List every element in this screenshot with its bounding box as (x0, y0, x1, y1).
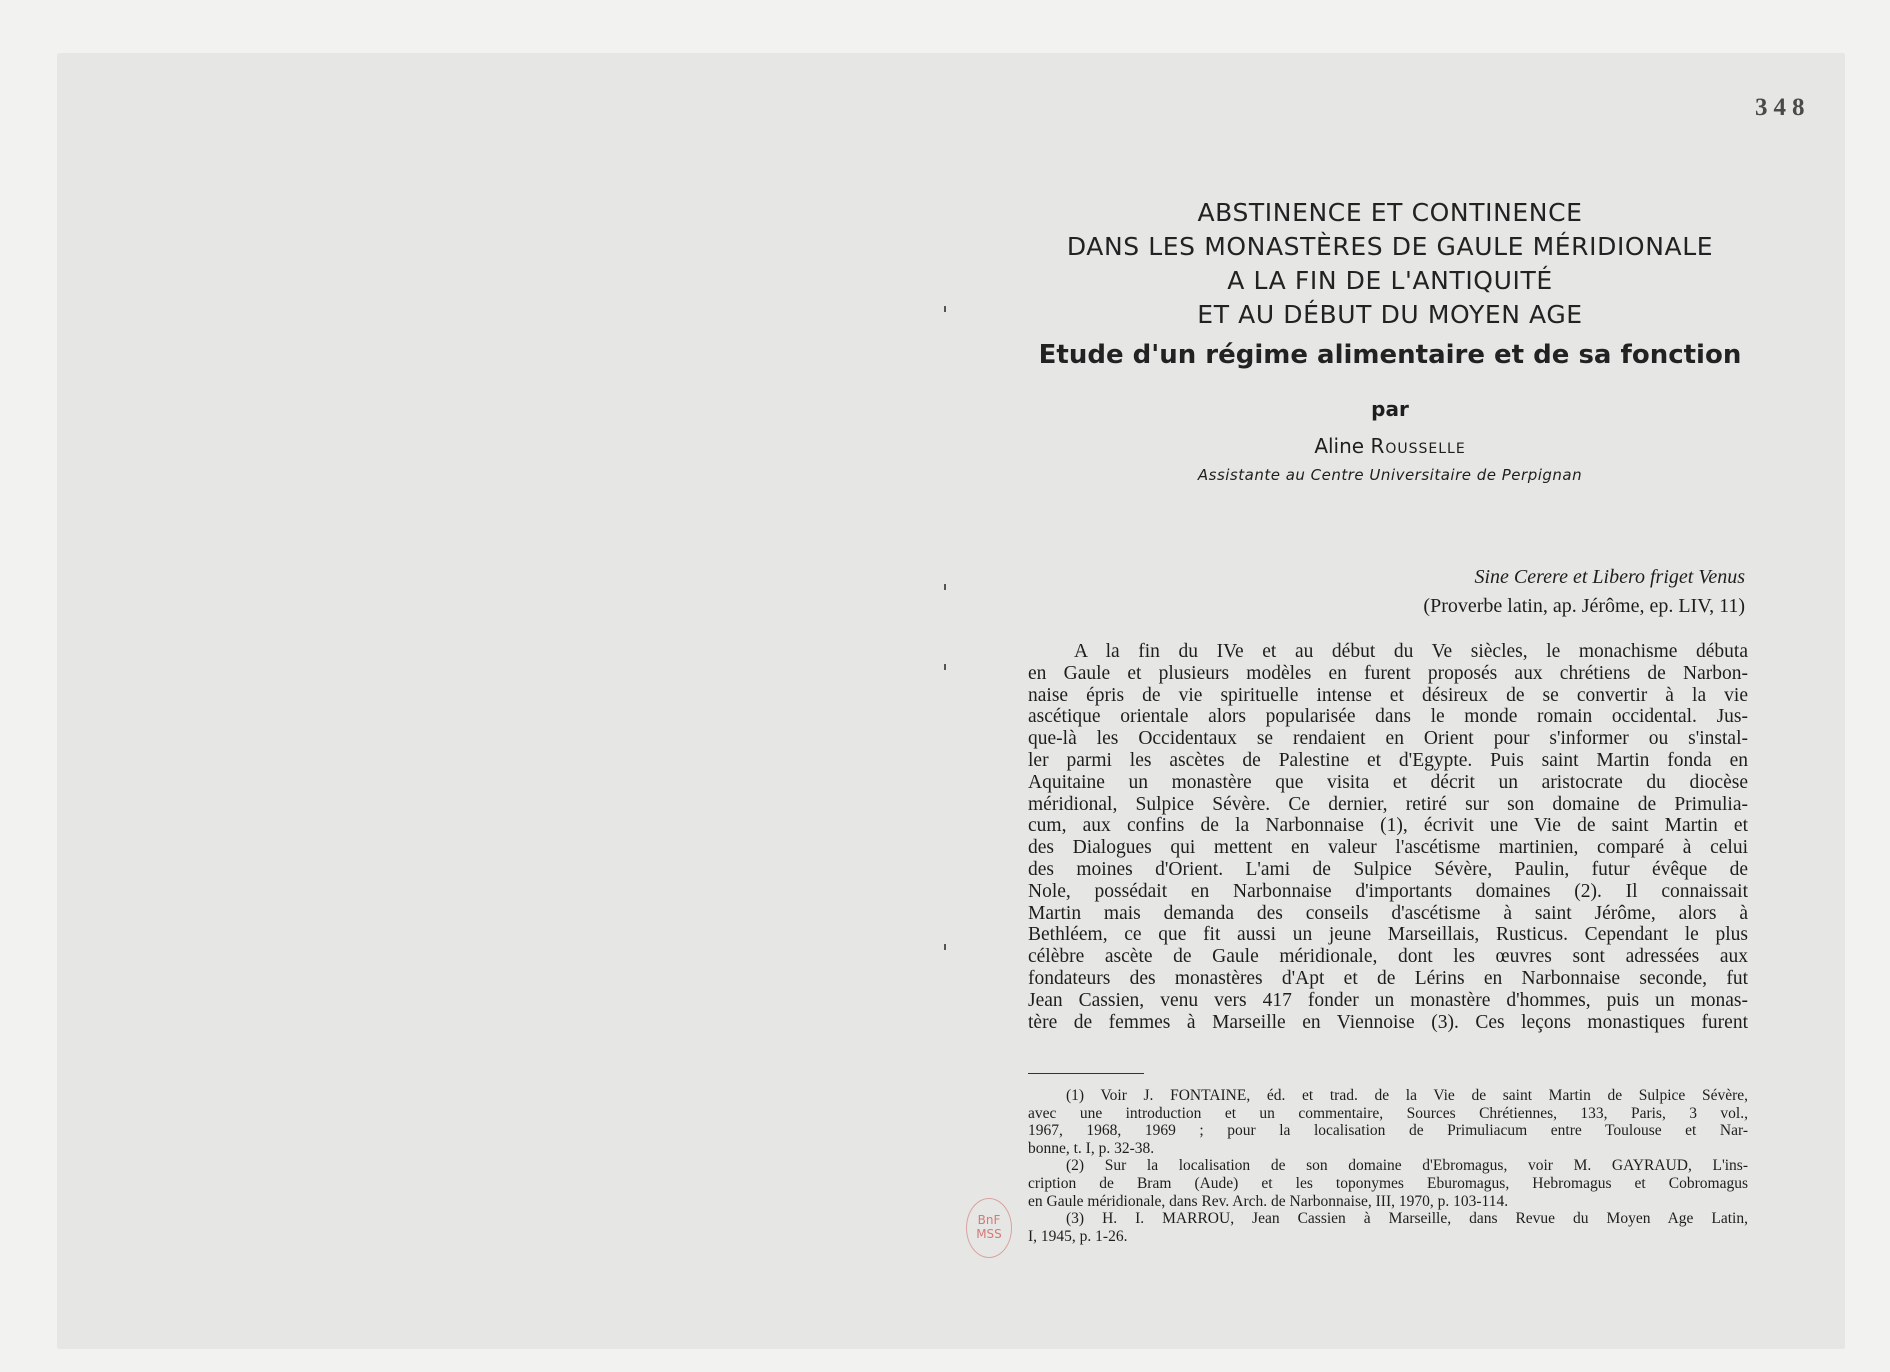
body-line: Aquitaine un monastère que visita et décrit un aristocrate du diocèse (1028, 771, 1748, 793)
author-last-name: Rousselle (1370, 434, 1466, 458)
byline-par: par (1371, 397, 1409, 421)
body-line: ler parmi les ascètes de Palestine et d'Egypte. Puis saint Martin fonda en (1028, 749, 1748, 771)
footnotes (1028, 1087, 1748, 1245)
stamp-line: MSS (976, 1227, 1002, 1241)
body-paragraph (1028, 641, 1748, 1033)
margin-mark (944, 584, 946, 590)
body-line: Martin mais demanda des conseils d'ascétisme à saint Jérôme, alors à (1028, 902, 1748, 924)
title-line: ABSTINENCE ET CONTINENCE (1197, 198, 1583, 227)
article-title (1000, 196, 1780, 370)
footnote-line: (2) Sur la localisation de son domaine d'Ebromagus, voir M. GAYRAUD, L'ins- (1066, 1157, 1748, 1175)
author-affiliation: Assistante au Centre Universitaire de Perpignan (1197, 466, 1583, 484)
margin-mark (944, 306, 946, 312)
margin-mark (944, 944, 946, 950)
body-line: en Gaule et plusieurs modèles en furent proposés aux chrétiens de Narbon- (1028, 662, 1748, 684)
article-subtitle: Etude d'un régime alimentaire et de sa fonction (1038, 340, 1742, 370)
body-line: des Dialogues qui mettent en valeur l'ascétisme martinien, comparé à celui (1028, 837, 1748, 859)
body-line: fondateurs des monastères d'Apt et de Lérins en Narbonnaise seconde, fut (1028, 967, 1748, 989)
title-line: DANS LES MONASTÈRES DE GAULE MÉRIDIONALE (1066, 232, 1714, 261)
body-line: Jean Cassien, venu vers 417 fonder un monastère d'hommes, puis un monas- (1028, 989, 1748, 1011)
footnote-line: cription de Bram (Aude) et les toponymes Eburomagus, Hebromagus et Cobromagus (1028, 1174, 1748, 1192)
body-line: naise épris de vie spirituelle intense et désireux de se convertir à la vie (1028, 684, 1748, 706)
body-line: cum, aux confins de la Narbonnaise (1), écrivit une Vie de saint Martin et (1028, 815, 1748, 837)
body-line: ascétique orientale alors popularisée dans le monde romain occidental. Jus- (1028, 706, 1748, 728)
footnote-line: 1967, 1968, 1969 ; pour la localisation de Primuliacum entre Toulouse et Nar- (1028, 1122, 1748, 1140)
margin-mark (944, 664, 946, 670)
body-line: des moines d'Orient. L'ami de Sulpice Sévère, Paulin, futur évêque de (1028, 858, 1748, 880)
epigraph-source: (Proverbe latin, ap. Jérôme, ep. LIV, 11) (1423, 595, 1745, 617)
epigraph-quote: Sine Cerere et Libero friget Venus (1474, 566, 1745, 588)
body-line: Bethléem, ce que fit aussi un jeune Marseillais, Rusticus. Cependant le plus (1028, 924, 1748, 946)
footnote-separator (1028, 1073, 1144, 1074)
title-line: A LA FIN DE L'ANTIQUITÉ (1227, 266, 1553, 295)
body-line: méridional, Sulpice Sévère. Ce dernier, retiré sur son domaine de Primulia- (1028, 793, 1748, 815)
footnote-line: I, 1945, p. 1-26. (1028, 1227, 1128, 1245)
author-first-name: Aline (1314, 434, 1365, 458)
body-line: que-là les Occidentaux se rendaient en Orient pour s'informer ou s'instal- (1028, 728, 1748, 750)
footnote-line: bonne, t. I, p. 32-38. (1028, 1139, 1155, 1157)
body-line: tère de femmes à Marseille en Viennoise (3). Ces leçons monastiques furent (1028, 1011, 1748, 1033)
footnote-line: en Gaule méridionale, dans Rev. Arch. de Narbonnaise, III, 1970, p. 103-114. (1028, 1192, 1509, 1210)
body-line: célèbre ascète de Gaule méridionale, dont les œuvres sont adressées aux (1028, 946, 1748, 968)
body-line: A la fin du IVe et au début du Ve siècles, le monachisme débuta (1074, 641, 1748, 662)
footnote-line: avec une introduction et un commentaire, Sources Chrétiennes, 133, Paris, 3 vol., (1028, 1104, 1748, 1122)
title-line: ET AU DÉBUT DU MOYEN AGE (1197, 300, 1583, 329)
stamp-line: BnF (977, 1213, 1001, 1227)
author-name (1000, 434, 1780, 458)
footnote-line: (1) Voir J. FONTAINE, éd. et trad. de la Vie de saint Martin de Sulpice Sévère, (1066, 1087, 1748, 1104)
page-number: 348 (1755, 94, 1811, 121)
library-stamp (966, 1198, 1012, 1258)
footnote-line: (3) H. I. MARROU, Jean Cassien à Marseille, dans Revue du Moyen Age Latin, (1066, 1210, 1748, 1228)
body-line: Nole, possédait en Narbonnaise d'importants domaines (2). Il connaissait (1028, 880, 1748, 902)
